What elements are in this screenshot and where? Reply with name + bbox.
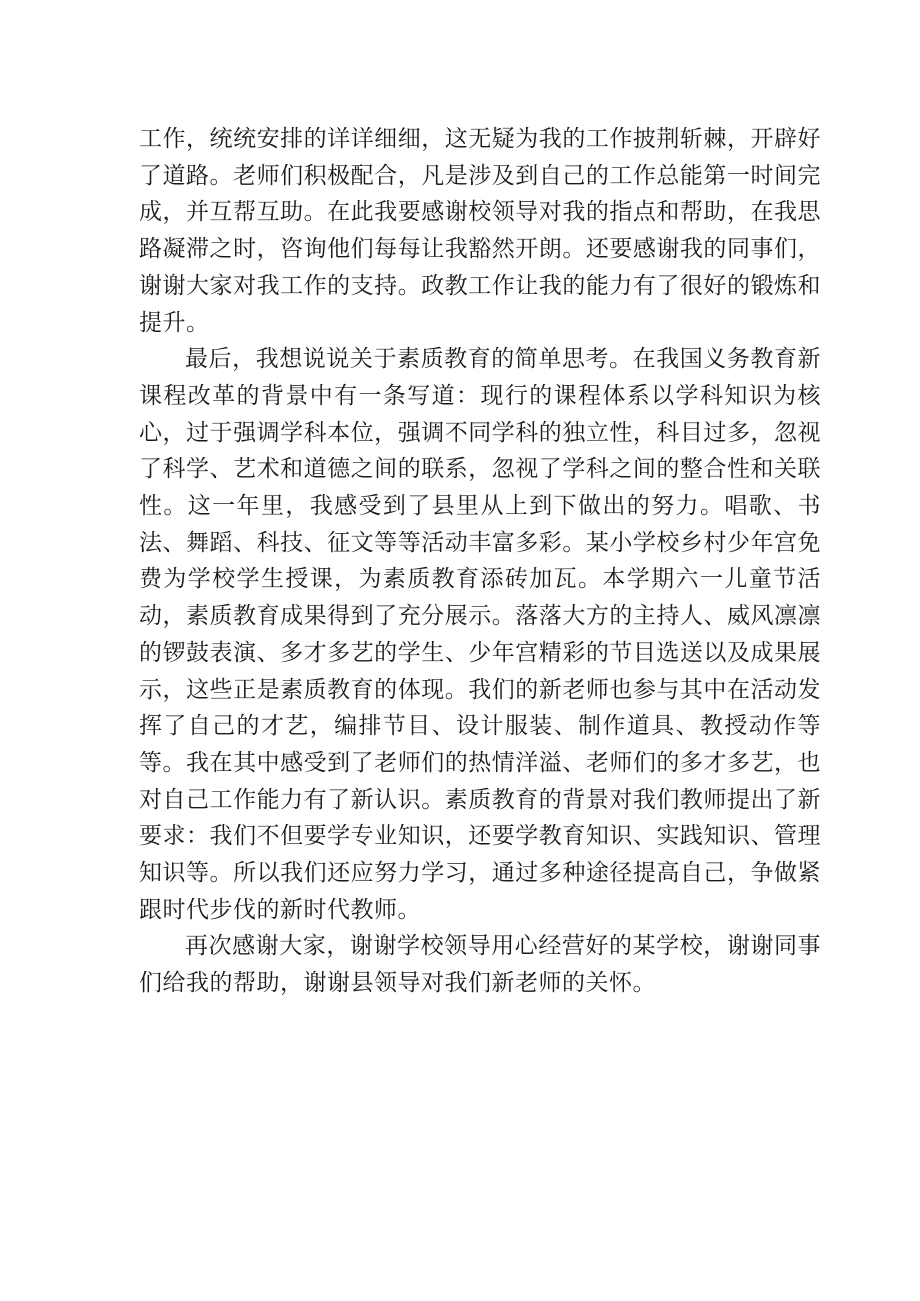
paragraph-quality-education: 最后，我想说说关于素质教育的简单思考。在我国义务教育新课程改革的背景中有一条写道：现行的课程体系以学科知识为核心，过于强调学科本位，强调不同学科的独立性，科目过多，忽视了科学、艺术和道德之间的联系，忽视了学科之间的整合性和关联性。这一年里，我感受到了县里从上到下做出的努力。唱歌、书法、舞蹈、科技、征文等等活动丰富多彩。某小学校乡村少年宫免费为学校学生授课，为素质教育添砖加瓦。本学期六一儿童节活动，素质教育成果得到了充分展示。落落大方的主持人、威风凛凛的锣鼓表演、多才多艺的学生、少年宫精彩的节目选送以及成果展示，这些正是素质教育的体现。我们的新老师也参与其中在活动发挥了自己的才艺，编排节目、设计服装、制作道具、教授动作等等。我在其中感受到了老师们的热情洋溢、老师们的多才多艺，也对自己工作能力有了新认识。素质教育的背景对我们教师提出了新要求：我们不但要学专业知识，还要学教育知识、实践知识、管理知识等。所以我们还应努力学习，通过多种途径提高自己，争做紧跟时代步伐的新时代教师。: [139, 346, 821, 923]
paragraph-closing-thanks: 再次感谢大家，谢谢学校领导用心经营好的某学校，谢谢同事们给我的帮助，谢谢县领导对我们新老师的关怀。: [139, 933, 821, 997]
paragraph-continuation: 工作，统统安排的详详细细，这无疑为我的工作披荆斩棘，开辟好了道路。老师们积极配合，凡是涉及到自己的工作总能第一时间完成，并互帮互助。在此我要感谢校领导对我的指点和帮助，在我思路凝滞之时，咨询他们每每让我豁然开朗。还要感谢我的同事们，谢谢大家对我工作的支持。政教工作让我的能力有了很好的锻炼和提升。: [139, 126, 821, 336]
document-body: [139, 121, 821, 1002]
